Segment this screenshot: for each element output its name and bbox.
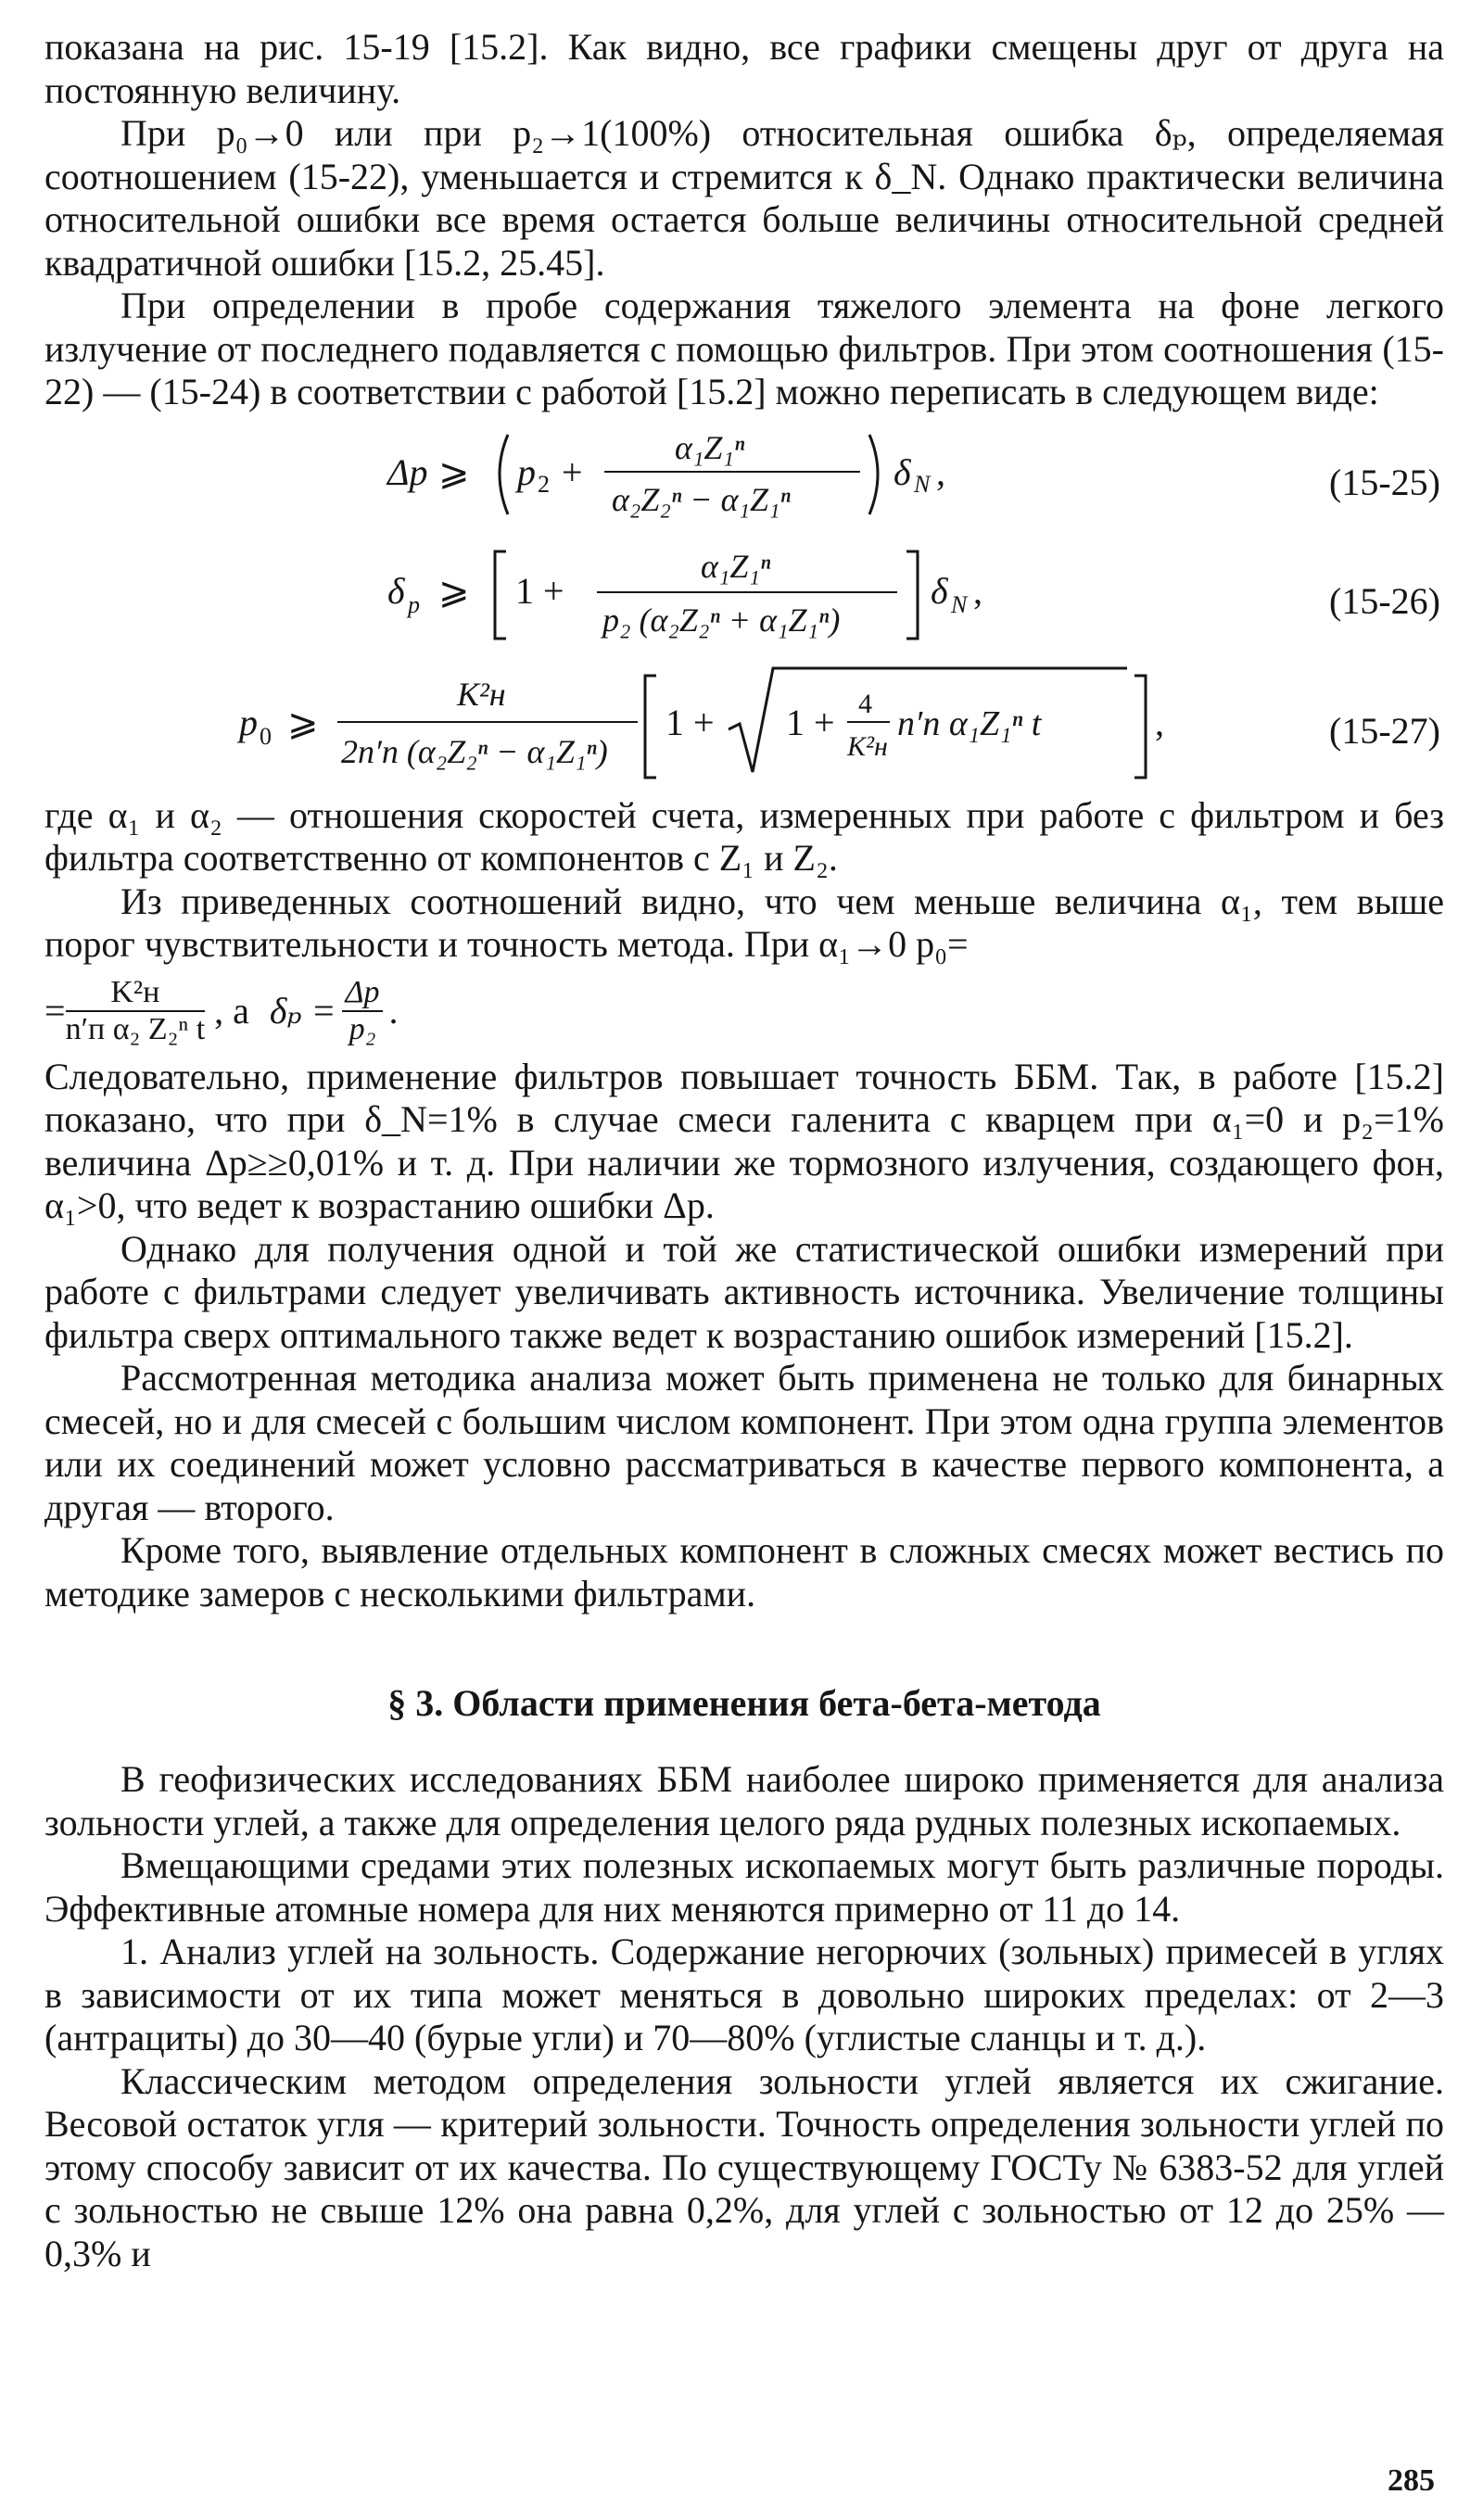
equation-number: (15-27) — [1329, 709, 1440, 752]
equation-15-26 — [44, 535, 1444, 655]
svg-text:Δp: Δp — [387, 450, 428, 493]
equations-block — [44, 414, 1444, 794]
svg-text:2: 2 — [538, 470, 550, 498]
svg-text:K²н: K²н — [457, 675, 506, 713]
svg-text:N: N — [951, 590, 968, 618]
paragraph-4: где α₁ и α₂ — отношения скоростей счета, измеренных при работе с фильтром и без фильтра соответственно от компонентов с Z₁ и Z₂. — [44, 793, 1444, 879]
paragraph-3: При определении в пробе содержания тяжелого элемента на фоне легкого излучение от последнего подавляется с помощью фильтров. При этом соотношения (15-22) — (15-24) в соответствии с работой [15.2] можно переписать в следующем виде: — [44, 285, 1444, 412]
svg-text:α₂Z₂ⁿ − α₁Z₁ⁿ: α₂Z₂ⁿ − α₁Z₁ⁿ — [612, 480, 791, 518]
svg-text:α₁Z₁ⁿ: α₁Z₁ⁿ — [701, 547, 771, 585]
page-body — [44, 26, 1444, 2275]
svg-text:0: 0 — [260, 722, 272, 750]
svg-text:K²н: K²н — [847, 730, 888, 762]
svg-text:1 +: 1 + — [786, 701, 835, 743]
paragraph-5a: Из приведенных соотношений видно, что чем меньше величина α₁, тем выше порог чувствительности и точность метода. При α₁→0 p₀= — [44, 880, 1444, 965]
paragraph-12: Классическим методом определения зольности углей является их сжигание. Весовой остаток угля — критерий зольности. Точность определения зольности углей по этому способу зависит от их качества. По существующему ГОСТу № 6383-52 для углей с зольностью не свыше 12% она равна 0,2%, для углей с зольностью от 12 до 25% — 0,3% и — [44, 2059, 1444, 2274]
svg-text:2n′п (α₂Z₂ⁿ − α₁Z₁ⁿ): 2n′п (α₂Z₂ⁿ − α₁Z₁ⁿ) — [341, 732, 608, 770]
svg-text:δ: δ — [931, 569, 948, 612]
equation-number: (15-25) — [1329, 461, 1440, 503]
paragraph-5b: Следовательно, применение фильтров повышает точность ББМ. Так, в работе [15.2] показано, что при δ_N=1% в случае смеси галенита с кварцем при α₁=0 и p₂=1% величина Δp≥≥0,01% и т. д. При наличии же тормозного излучения, создающего фон, α₁>0, что ведет к возрастанию ошибки Δp. — [44, 1055, 1444, 1226]
svg-text:p₂ (α₂Z₂ⁿ + α₁Z₁ⁿ): p₂ (α₂Z₂ⁿ + α₁Z₁ⁿ) — [602, 601, 841, 639]
paragraph-2: При p₀→0 или при p₂→1(100%) относительная ошибка δₚ, определяемая соотношением (15-22), уменьшается и стремится к δ_N. Однако практически величина относительной ошибки все время остается больше величины относительной средней квадратичной ошибки [15.2, 25.45]. — [44, 112, 1444, 284]
inline-fraction-p0: $\frac{\text{K²н}}{\text{n′п α₂ Z₂ⁿ t}}$ — [65, 974, 206, 1046]
paragraph-10: Вмещающими средами этих полезных ископаемых могут быть различные породы. Эффективные атомные номера для них меняются примерно от 11 до 14. — [44, 1844, 1444, 1930]
svg-text:⩾: ⩾ — [287, 701, 319, 743]
svg-text:,: , — [936, 450, 945, 493]
svg-text:⩾: ⩾ — [438, 569, 470, 612]
equation-15-25 — [44, 414, 1444, 535]
equation-number: (15-26) — [1329, 579, 1440, 622]
paragraph-8: Кроме того, выявление отдельных компонент в сложных смесях может вестись по методике замеров с несколькими фильтрами. — [44, 1529, 1444, 1615]
svg-text:δ: δ — [894, 450, 911, 493]
svg-text:+: + — [562, 450, 583, 493]
svg-text:δ: δ — [387, 569, 405, 612]
svg-text:p: p — [517, 450, 536, 493]
inline-formula-row: = $\frac{\text{K²н}}{\text{n′п α₂ Z₂ⁿ t}}$ , а δₚ = $\frac{\Delta p}{\text{p₂}}$ . — [44, 974, 399, 1046]
svg-text:p: p — [239, 701, 258, 743]
paragraph-9: В геофизических исследованиях ББМ наиболее широко применяется для анализа зольности углей, а также для определения целого ряда рудных полезных ископаемых. — [44, 1758, 1444, 1843]
svg-text:1 +: 1 + — [665, 701, 715, 743]
section-heading: § 3. Области применения бета-бета-метода — [387, 1682, 1101, 1724]
page-number: 285 — [1388, 2463, 1435, 2498]
paragraph-1: показана на рис. 15-19 [15.2]. Как видно, все графики смещены друг от друга на постоянную величину. — [44, 26, 1444, 111]
svg-text:1 +: 1 + — [515, 569, 564, 612]
paragraph-11: 1. Анализ углей на зольность. Содержание негорючих (зольных) примесей в углях в зависимости от их типа может меняться в довольно широких пределах: от 2—3 (антрациты) до 30—40 (бурые угли) и 70—80% (углистые сланцы и т. д.). — [44, 1931, 1444, 2058]
paragraph-6: Однако для получения одной и той же статистической ошибки измерений при работе с фильтрами следует увеличивать активность источника. Увеличение толщины фильтра сверх оптимального также ведет к возрастанию ошибок измерений [15.2]. — [44, 1227, 1444, 1356]
svg-text:n′п α₁Z₁ⁿ t: n′п α₁Z₁ⁿ t — [897, 703, 1042, 743]
svg-text:p: p — [408, 590, 420, 618]
svg-text:⩾: ⩾ — [438, 450, 470, 493]
svg-text:,: , — [1155, 701, 1164, 743]
paragraph-7: Рассмотренная методика анализа может быть применена не только для бинарных смесей, но и для смесей с большим числом компонент. При этом одна группа элементов или их соединений может условно рассматриваться в качестве первого компонента, а другая — второго. — [44, 1357, 1444, 1528]
svg-text:N: N — [914, 470, 931, 498]
inline-fraction-dp: $\frac{\Delta p}{\text{p₂}}$ — [342, 975, 384, 1047]
equation-15-27 — [44, 655, 1444, 794]
svg-text:,: , — [973, 569, 982, 612]
svg-text:α₁Z₁ⁿ: α₁Z₁ⁿ — [675, 428, 745, 466]
svg-text:4: 4 — [858, 688, 872, 719]
